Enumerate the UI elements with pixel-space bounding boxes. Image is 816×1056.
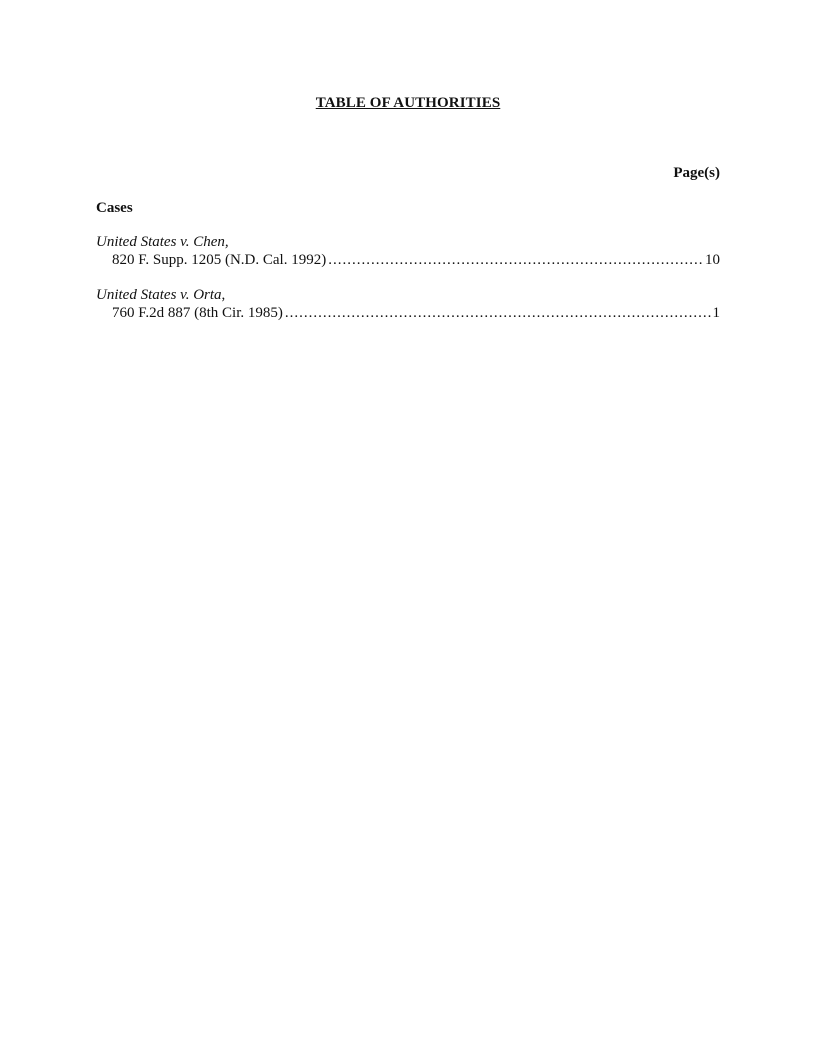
authorities-list: [96, 233, 720, 339]
citation-line: [96, 304, 720, 322]
citation: 760 F.2d 887 (8th Cir. 1985): [112, 305, 283, 321]
authority-entry: [96, 286, 720, 322]
case-name: United States v. Orta: [96, 287, 222, 303]
page-number: 1: [712, 305, 720, 321]
authority-entry: [96, 233, 720, 269]
case-name-wrapper: [96, 286, 720, 304]
page-column-header: Page(s): [673, 165, 720, 181]
page-title: TABLE OF AUTHORITIES: [315, 95, 501, 111]
citation-line: [96, 251, 720, 269]
case-name-trailing-comma: ,: [221, 287, 226, 303]
citation: 820 F. Supp. 1205 (N.D. Cal. 1992): [112, 252, 327, 268]
case-name: United States v. Chen,: [96, 234, 229, 250]
page-number: 10: [705, 252, 720, 268]
section-heading-cases: Cases: [96, 200, 133, 216]
dot-leader: [328, 251, 703, 269]
dot-leader: [285, 304, 711, 322]
